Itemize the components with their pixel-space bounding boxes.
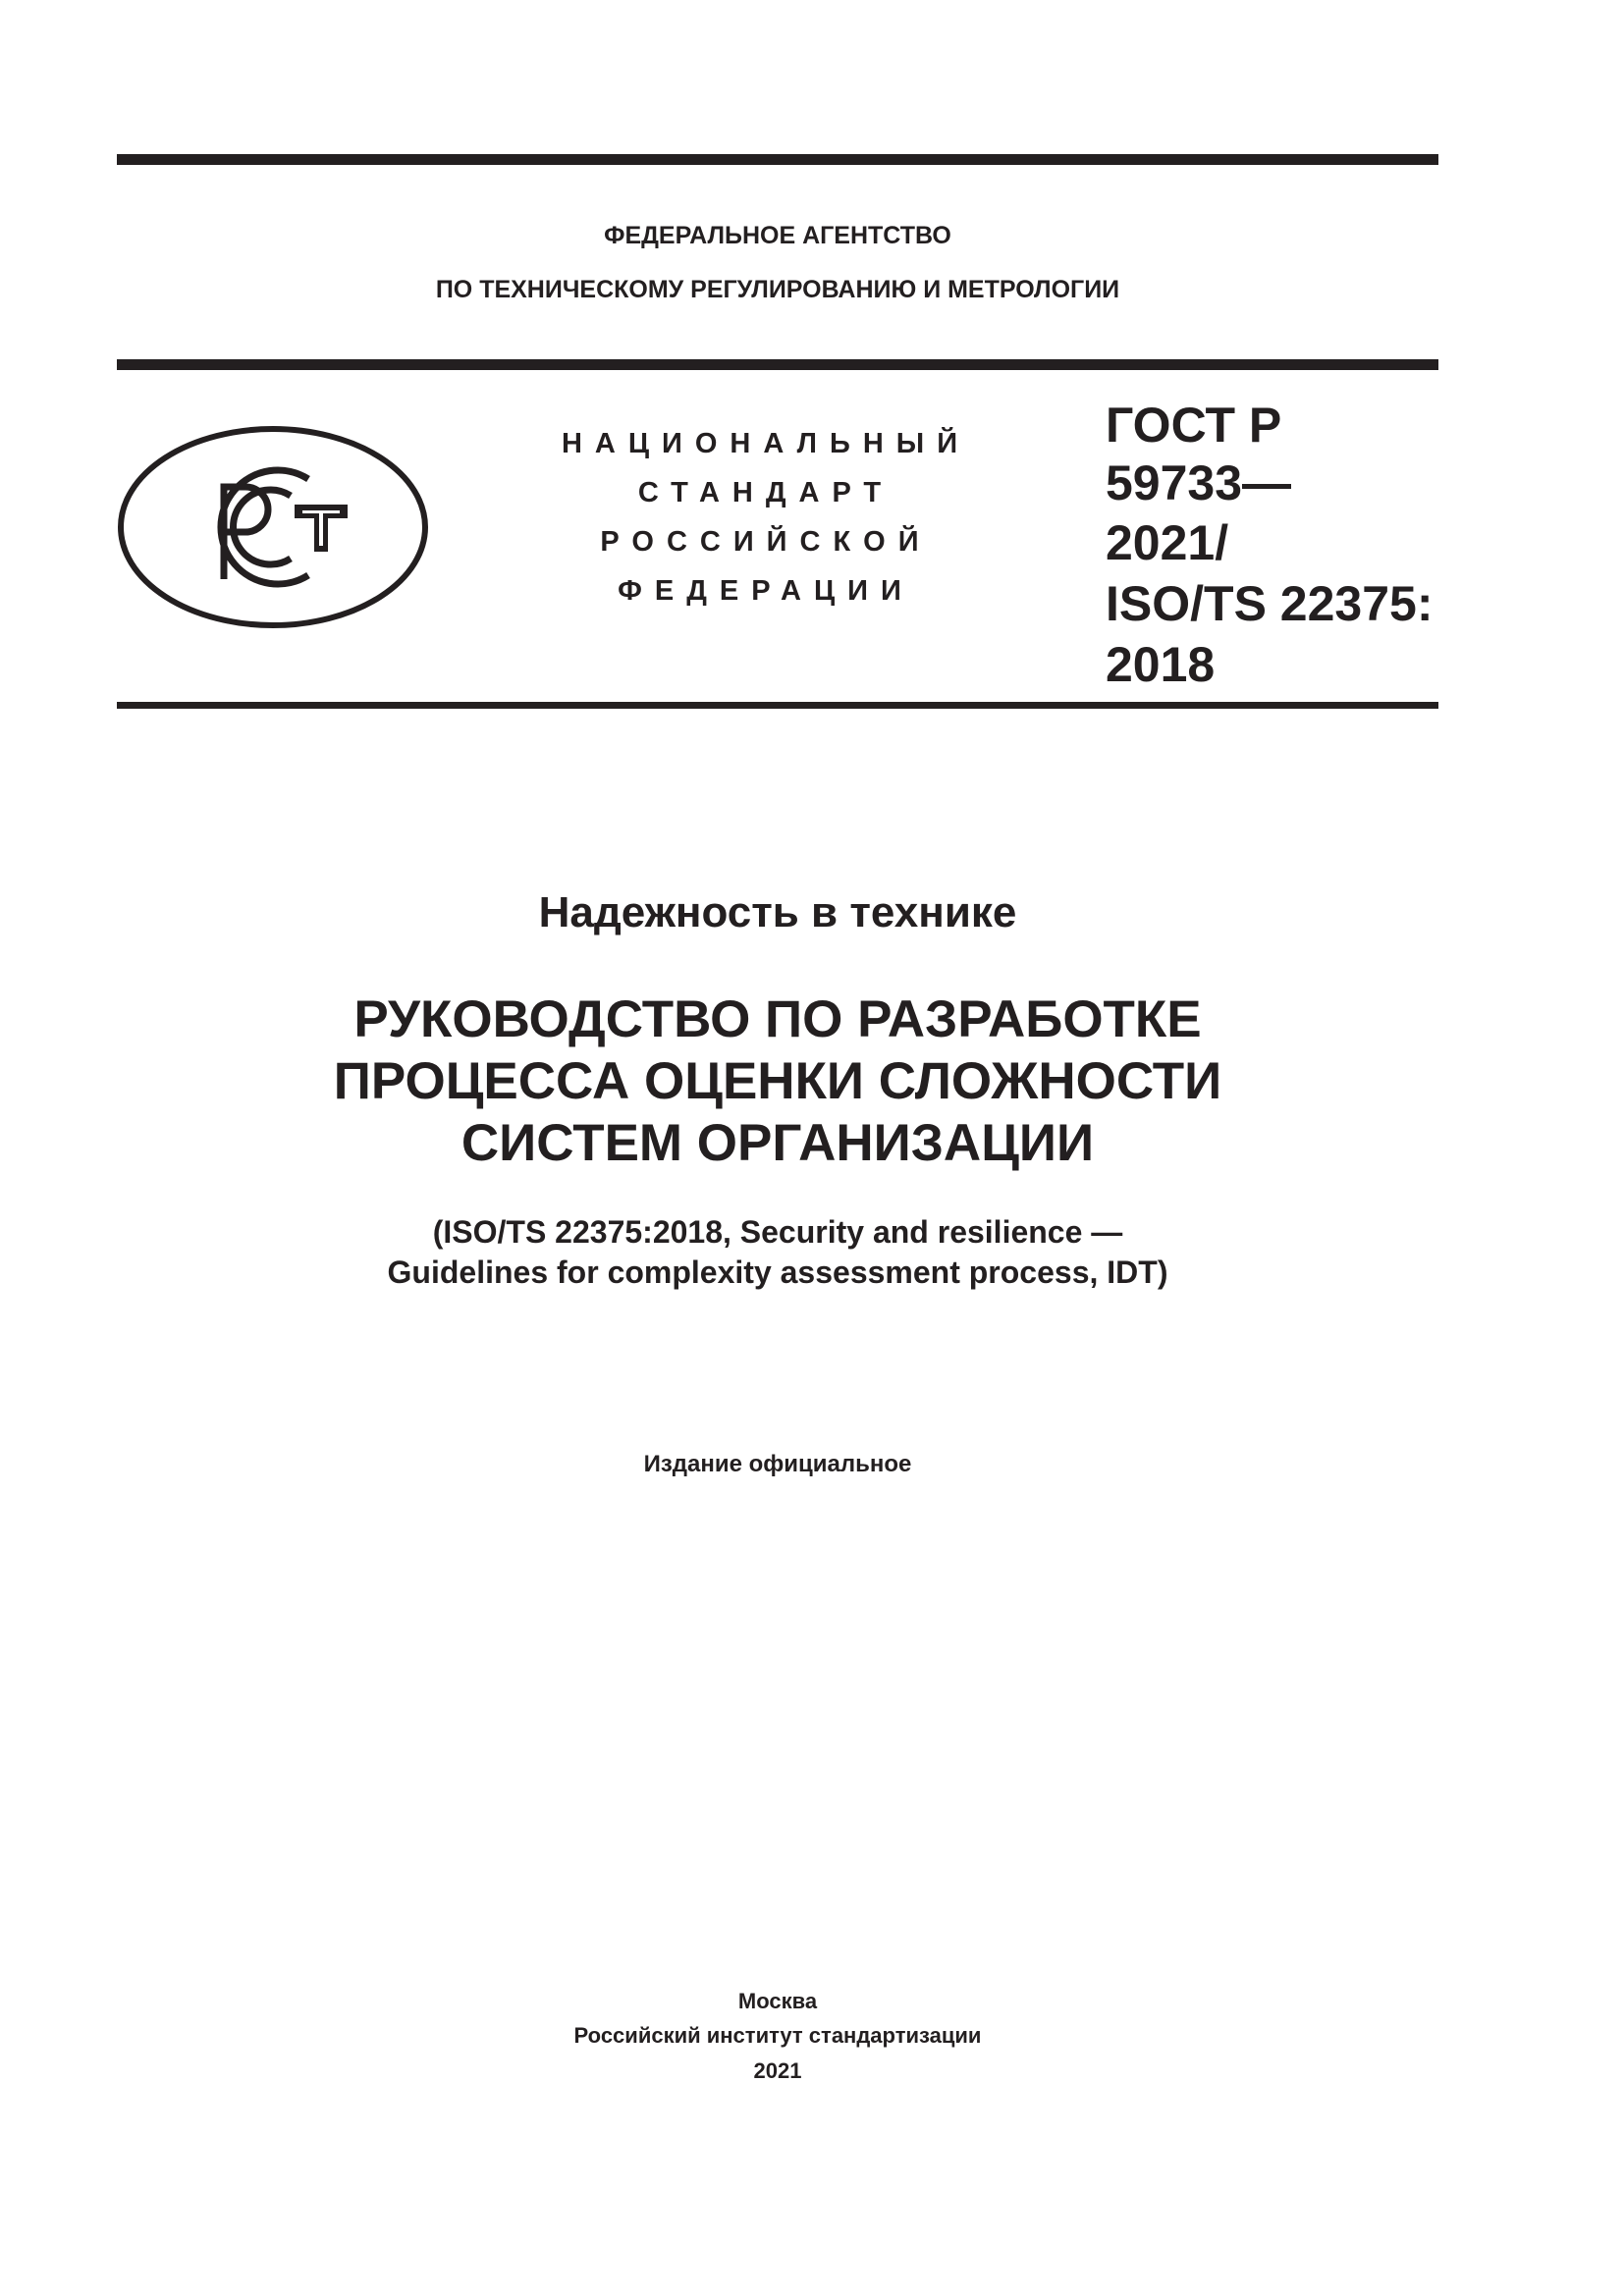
standard-designation-line-5: 2018 — [1106, 637, 1216, 692]
national-standard-line-4: ФЕДЕРАЦИИ — [618, 575, 914, 607]
agency-name-line-2: ПО ТЕХНИЧЕСКОМУ РЕГУЛИРОВАНИЮ И МЕТРОЛОГИИ — [435, 276, 1120, 303]
edition-label: Издание официальное — [643, 1451, 912, 1477]
document-title-line-2: ПРОЦЕССА ОЦЕНКИ СЛОЖНОСТИ — [333, 1052, 1222, 1110]
standard-designation-line-1: ГОСТ Р — [1106, 398, 1282, 453]
standard-designation-line-2: 59733— — [1106, 455, 1292, 510]
national-standard-line-1: НАЦИОНАЛЬНЫЙ — [561, 428, 971, 459]
document-title-line-1: РУКОВОДСТВО ПО РАЗРАБОТКЕ — [353, 990, 1202, 1048]
top-divider — [117, 154, 1438, 165]
publication-year: 2021 — [753, 2058, 802, 2083]
standard-designation-line-4: ISO/TS 22375: — [1106, 576, 1434, 631]
national-standard-line-3: РОССИЙСКОЙ — [600, 526, 932, 558]
document-subtitle: Надежность в технике — [538, 888, 1017, 936]
middle-divider — [117, 359, 1438, 370]
publisher-organization: Российский институт стандартизации — [573, 2023, 982, 2048]
rst-certification-mark-icon — [116, 424, 430, 630]
document-title-line-3: СИСТЕМ ОРГАНИЗАЦИИ — [460, 1114, 1095, 1172]
international-reference-line-2: Guidelines for complexity assessment process, IDT) — [387, 1255, 1168, 1290]
international-reference-line-1: (ISO/TS 22375:2018, Security and resilience — — [432, 1214, 1123, 1250]
bottom-divider — [117, 702, 1438, 709]
national-standard-line-2: СТАНДАРТ — [637, 477, 894, 508]
agency-name-line-1: ФЕДЕРАЛЬНОЕ АГЕНТСТВО — [604, 222, 951, 249]
publisher-city: Москва — [737, 1989, 818, 2013]
standard-designation-line-3: 2021/ — [1106, 515, 1229, 570]
